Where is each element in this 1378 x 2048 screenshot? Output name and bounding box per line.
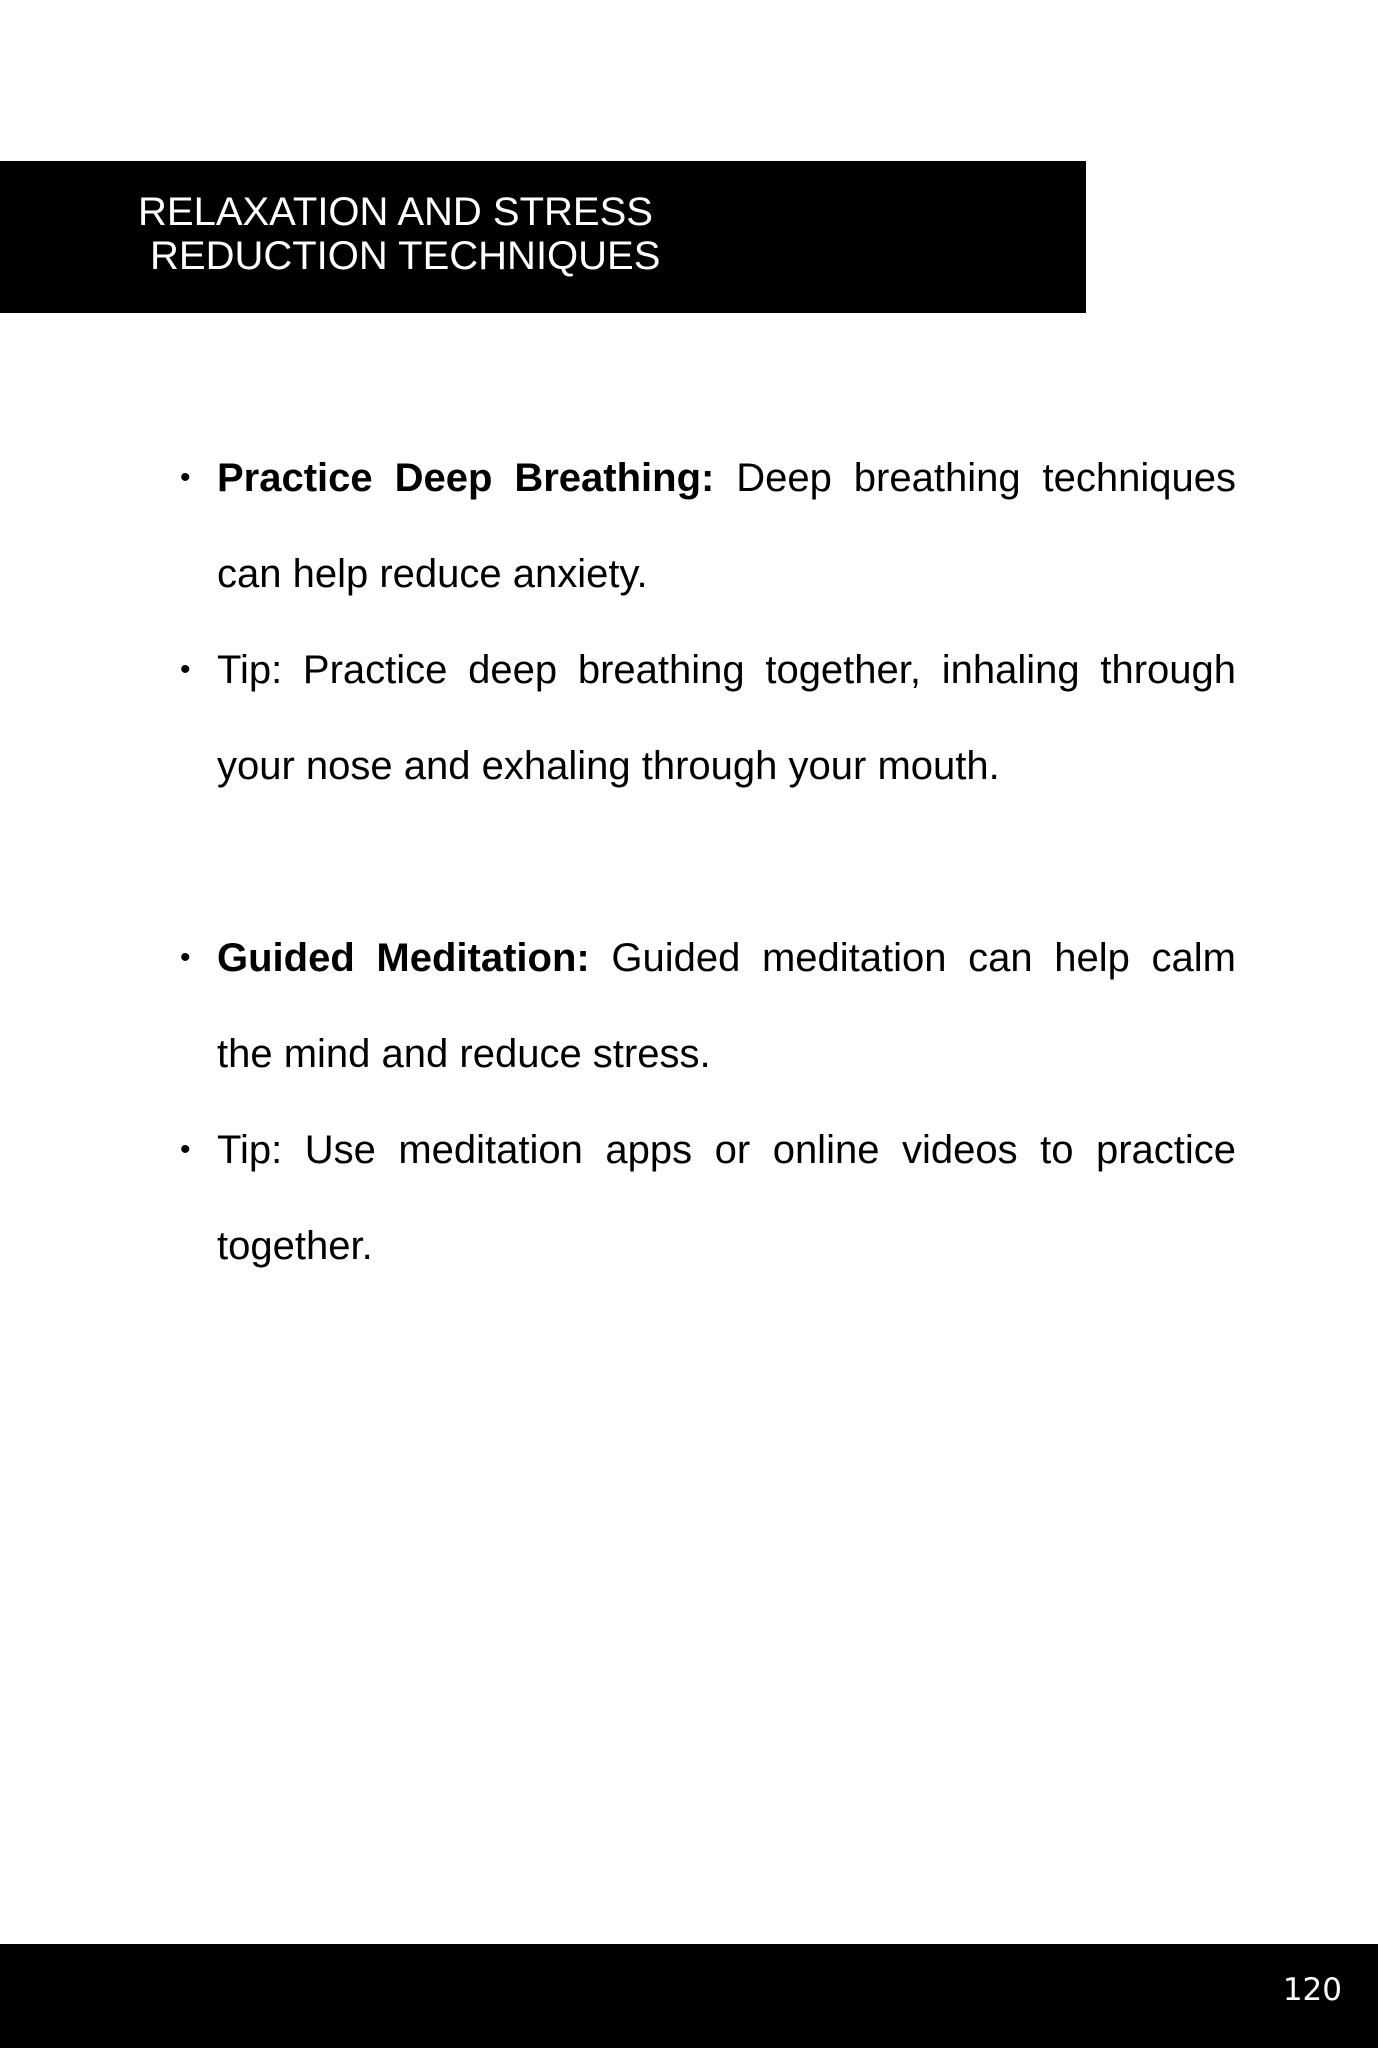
- bullet-heading: Practice Deep Breathing:: [217, 456, 737, 500]
- bullet-text: Deep breathing techniques can help reduce anxiety.: [217, 456, 1236, 596]
- bullet-item-guided-meditation: [180, 910, 1236, 1102]
- bullet-icon: •: [180, 653, 191, 686]
- bullet-item-breathing-tip: [180, 622, 1236, 814]
- bullet-heading: Guided Meditation:: [217, 936, 612, 980]
- footer-bar: [0, 1944, 1378, 2048]
- page-title-line-2: REDUCTION TECHNIQUES: [150, 234, 661, 278]
- bullet-item-meditation-tip: [180, 1102, 1236, 1294]
- bullet-text: Tip: Practice deep breathing together, inhaling through your nose and exhaling through your mouth.: [217, 648, 1236, 788]
- bullet-text: Guided meditation can help calm the mind and reduce stress.: [217, 936, 1236, 1076]
- page-number: 120: [1282, 1972, 1342, 2008]
- bullet-list: [180, 430, 1236, 1294]
- bullet-icon: •: [180, 941, 191, 974]
- page-title-line-1: RELAXATION AND STRESS: [138, 190, 653, 234]
- bullet-icon: •: [180, 461, 191, 494]
- bullet-text: Tip: Use meditation apps or online videos to practice together.: [217, 1128, 1236, 1268]
- bullet-icon: •: [180, 1133, 191, 1166]
- bullet-item-deep-breathing: [180, 430, 1236, 622]
- section-spacer: [217, 814, 1236, 910]
